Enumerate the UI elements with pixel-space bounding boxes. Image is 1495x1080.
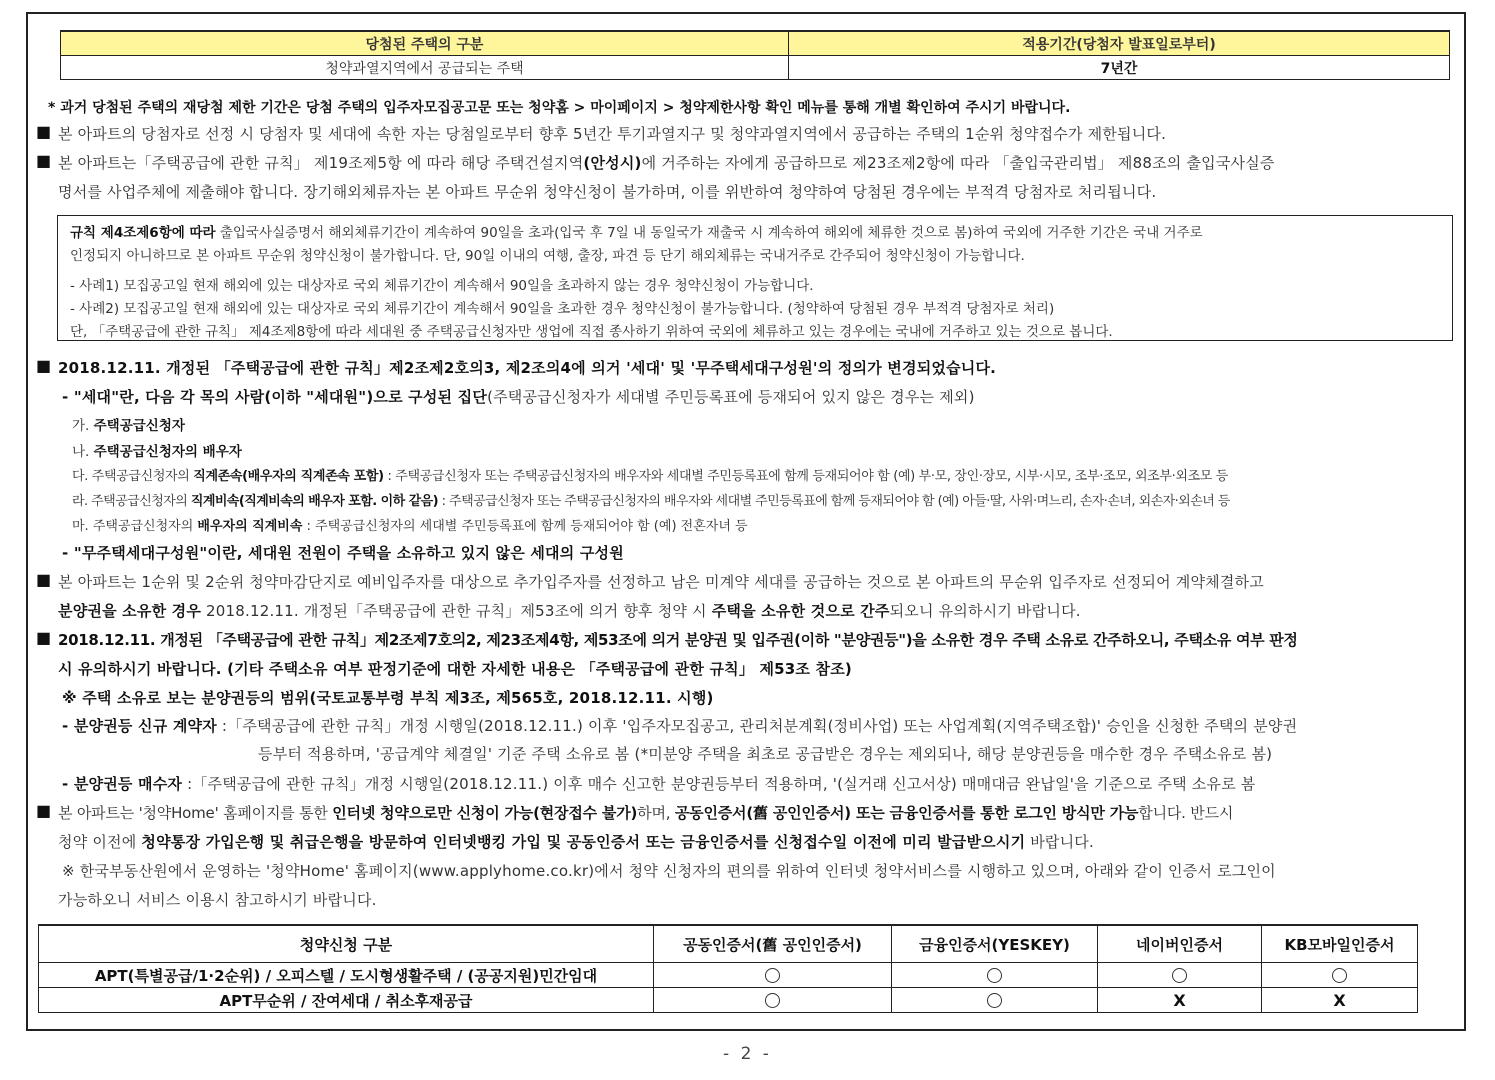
table-cell: APT무순위 / 잔여세대 / 취소후재공급 (39, 988, 654, 1013)
table-header: 네이버인증서 (1098, 925, 1262, 963)
table-cell (892, 988, 1098, 1013)
paragraph-4-line-1: 본 아파트는 1순위 및 2순위 청약마감단지로 예비입주자를 대상으로 추가입주자를 선정하고 남은 미계약 세대를 공급하는 것으로 본 아파트의 무순위 입주자로 선정되어 계약체결하고 (58, 573, 1264, 591)
box-case-1: - 사례1) 모집공고일 현재 해외에 있는 대상자로 국외 체류기간이 계속해서 90일을 초과하지 않는 경우 청약신청이 가능합니다. (70, 278, 814, 294)
table-header: 금융인증서(YESKEY) (892, 925, 1098, 963)
paragraph-1: 본 아파트의 당첨자로 선정 시 당첨자 및 세대에 속한 자는 당첨일로부터 향후 5년간 투기과열지구 및 청약과열지역에서 공급하는 주택의 1순위 청약접수가 제한됩니다. (58, 125, 1167, 143)
bullet-square: ■ (36, 628, 52, 647)
new-contractor-line-1: - 분양권등 신규 계약자 :「주택공급에 관한 규칙」개정 시행일(2018.12.11.) 이후 '입주자모집공고, 관리처분계획(정비사업) 또는 사업계획(지역주택조합)' 승인을 신청한 주택의 분양권 (62, 717, 1298, 735)
bullet-square: ■ (36, 801, 52, 820)
ownership-scope-note: ※ 주택 소유로 보는 분양권등의 범위(국토교통부령 부칙 제3조, 제565호, 2018.12.11. 시행) (62, 689, 714, 707)
table-cell: 7년간 (789, 56, 1450, 80)
item-ma: 마. 주택공급신청자의 배우자의 직계비속 : 주택공급신청자의 세대별 주민등록표에 함께 등재되어야 함 (예) 전혼자녀 등 (72, 519, 748, 534)
paragraph-6-line-4: 가능하오니 서비스 이용시 참고하시기 바랍니다. (58, 891, 377, 909)
table-header: 당첨된 주택의 구분 (61, 31, 789, 56)
table-cell (1262, 963, 1418, 988)
box-line-2: 인정되지 아니하므로 본 아파트 무순위 청약신청이 불가합니다. 단, 90일 이내의 여행, 출장, 파견 등 단기 해외체류는 국내거주로 간주되어 청약신청이 가능합니다. (70, 248, 1025, 264)
circle-mark-icon (765, 993, 780, 1008)
mujutaek-definition: - "무주택세대구성원"이란, 세대원 전원이 주택을 소유하고 있지 않은 세대의 구성원 (62, 544, 624, 562)
paragraph-2-line-2: 명서를 사업주체에 제출해야 합니다. 장기해외체류자는 본 아파트 무순위 청약신청이 불가하며, 이를 위반하여 청약하여 당첨된 경우에는 부적격 당첨자로 처리됩니다. (58, 183, 1157, 201)
overseas-stay-note-box (57, 215, 1453, 341)
table-cell: APT(특별공급/1·2순위) / 오피스텔 / 도시형생활주택 / (공공지원)민간임대 (39, 963, 654, 988)
item-na: 나. 주택공급신청자의 배우자 (72, 444, 242, 460)
paragraph-5-line-2: 시 유의하시기 바랍니다. (기타 주택소유 여부 판정기준에 대한 자세한 내용은 「주택공급에 관한 규칙」 제53조 참조) (58, 660, 852, 678)
table-header: 공동인증서(舊 공인인증서) (654, 925, 892, 963)
table-cell (654, 988, 892, 1013)
page-number: - 2 - (723, 1044, 772, 1064)
paragraph-6-line-1: 본 아파트는 '청약Home' 홈페이지를 통한 인터넷 청약으로만 신청이 가능(현장접수 불가)하며, 공동인증서(舊 공인인증서) 또는 금융인증서를 통한 로그인 방식만 가능합니다. 반드시 (58, 804, 1234, 822)
table-cell (654, 963, 892, 988)
item-ga: 가. 주택공급신청자 (72, 418, 185, 434)
bullet-square: ■ (36, 122, 52, 141)
table-cell: X (1098, 988, 1262, 1013)
paragraph-6-line-3: ※ 한국부동산원에서 운영하는 '청약Home' 홈페이지(www.applyhome.co.kr)에서 청약 신청자의 편의를 위하여 인터넷 청약서비스를 시행하고 있으며, 아래와 같이 인증서 로그인이 (62, 862, 1276, 880)
bullet-square: ■ (36, 570, 52, 589)
box-case-2: - 사례2) 모집공고일 현재 해외에 있는 대상자로 국외 체류기간이 계속해서 90일을 초과한 경우 청약신청이 불가능합니다. (청약하여 당첨된 경우 부적격 당첨자로 처리) (70, 301, 1055, 317)
circle-mark-icon (987, 993, 1002, 1008)
buyer-line: - 분양권등 매수자 :「주택공급에 관한 규칙」개정 시행일(2018.12.11.) 이후 매수 신고한 분양권등부터 적용하며, '(실거래 신고서상) 매매대금 완납일'을 기준으로 주택 소유로 봄 (62, 775, 1256, 793)
circle-mark-icon (987, 968, 1002, 983)
table-row (39, 963, 1418, 988)
paragraph-2-line-1: 본 아파트는「주택공급에 관한 규칙」 제19조제5항 에 따라 해당 주택건설지역(안성시)에 거주하는 자에게 공급하므로 제23조제2항에 따라 「출입국관리법」 제88조의 출입국사실증 (58, 154, 1275, 172)
table-row (39, 988, 1418, 1013)
item-ra: 라. 주택공급신청자의 직계비속(직계비속의 배우자 포함. 이하 같음) : 주택공급신청자 또는 주택공급신청자의 배우자와 세대별 주민등록표에 함께 등재되어야 함 (예) 아들·딸, 사위·며느리, 손자·손녀, 외손자·외손녀 등 (72, 494, 1230, 509)
table-cell: 청약과열지역에서 공급되는 주택 (61, 56, 789, 80)
circle-mark-icon (1332, 968, 1347, 983)
bullet-square: ■ (36, 151, 52, 170)
sedae-definition: - "세대"란, 다음 각 목의 사람(이하 "세대원")으로 구성된 집단(주택공급신청자가 세대별 주민등록표에 등재되어 있지 않은 경우는 제외) (62, 388, 975, 406)
new-contractor-line-2: 등부터 적용하며, '공급계약 체결일' 기준 주택 소유로 봄 (*미분양 주택을 최초로 공급받은 경우는 제외되나, 해당 분양권등을 매수한 경우 주택소유로 봄) (258, 745, 1273, 763)
table-cell (1098, 963, 1262, 988)
box-line-1: 규칙 제4조제6항에 따라 출입국사실증명서 해외체류기간이 계속하여 90일을 초과(입국 후 7일 내 동일국가 재출국 시 계속하여 해외에 체류한 것으로 봄)하여 국외에 거주한 기간은 국내 거주로 (70, 225, 1203, 241)
box-line-5: 단, 「주택공급에 관한 규칙」 제4조제8항에 따라 세대원 중 주택공급신청자만 생업에 직접 종사하기 위하여 국외에 체류하고 있는 경우에는 국내에 거주하고 있는 것으로 봅니다. (70, 324, 1113, 340)
bullet-square: ■ (36, 356, 52, 375)
paragraph-6-line-2: 청약 이전에 청약통장 가입은행 및 취급은행을 방문하여 인터넷뱅킹 가입 및 공동인증서 또는 금융인증서를 신청접수일 이전에 미리 발급받으시기 바랍니다. (58, 833, 1094, 851)
table-header: 청약신청 구분 (39, 925, 654, 963)
circle-mark-icon (765, 968, 780, 983)
paragraph-5-line-1: 2018.12.11. 개정된 「주택공급에 관한 규칙」제2조제7호의2, 제23조제4항, 제53조에 의거 분양권 및 입주권(이하 "분양권등")을 소유한 경우 주택 소유로 간주하오니, 주택소유 여부 판정 (58, 631, 1298, 649)
table-header: KB모바일인증서 (1262, 925, 1418, 963)
certificate-table (38, 924, 1418, 1013)
star-note: * 과거 당첨된 주택의 재당첨 제한 기간은 당첨 주택의 입주자모집공고문 또는 청약홈 > 마이페이지 > 청약제한사항 확인 메뉴를 통해 개별 확인하여 주시기 바랍니다. (48, 100, 1071, 116)
reapplication-limit-table (60, 30, 1450, 80)
paragraph-4-line-2: 분양권을 소유한 경우 2018.12.11. 개정된「주택공급에 관한 규칙」제53조에 의거 향후 청약 시 주택을 소유한 것으로 간주되오니 유의하시기 바랍니다. (58, 602, 1081, 620)
table-cell (892, 963, 1098, 988)
item-da: 다. 주택공급신청자의 직계존속(배우자의 직계존속 포함) : 주택공급신청자 또는 주택공급신청자의 배우자와 세대별 주민등록표에 함께 등재되어야 함 (예) 부·모, 장인·장모, 시부·시모, 조부·조모, 외조부·외조모 등 (72, 469, 1228, 484)
table-header: 적용기간(당첨자 발표일로부터) (789, 31, 1450, 56)
paragraph-3: 2018.12.11. 개정된 「주택공급에 관한 규칙」제2조제2호의3, 제2조의4에 의거 '세대' 및 '무주택세대구성원'의 정의가 변경되었습니다. (58, 359, 997, 377)
table-cell: X (1262, 988, 1418, 1013)
circle-mark-icon (1172, 968, 1187, 983)
